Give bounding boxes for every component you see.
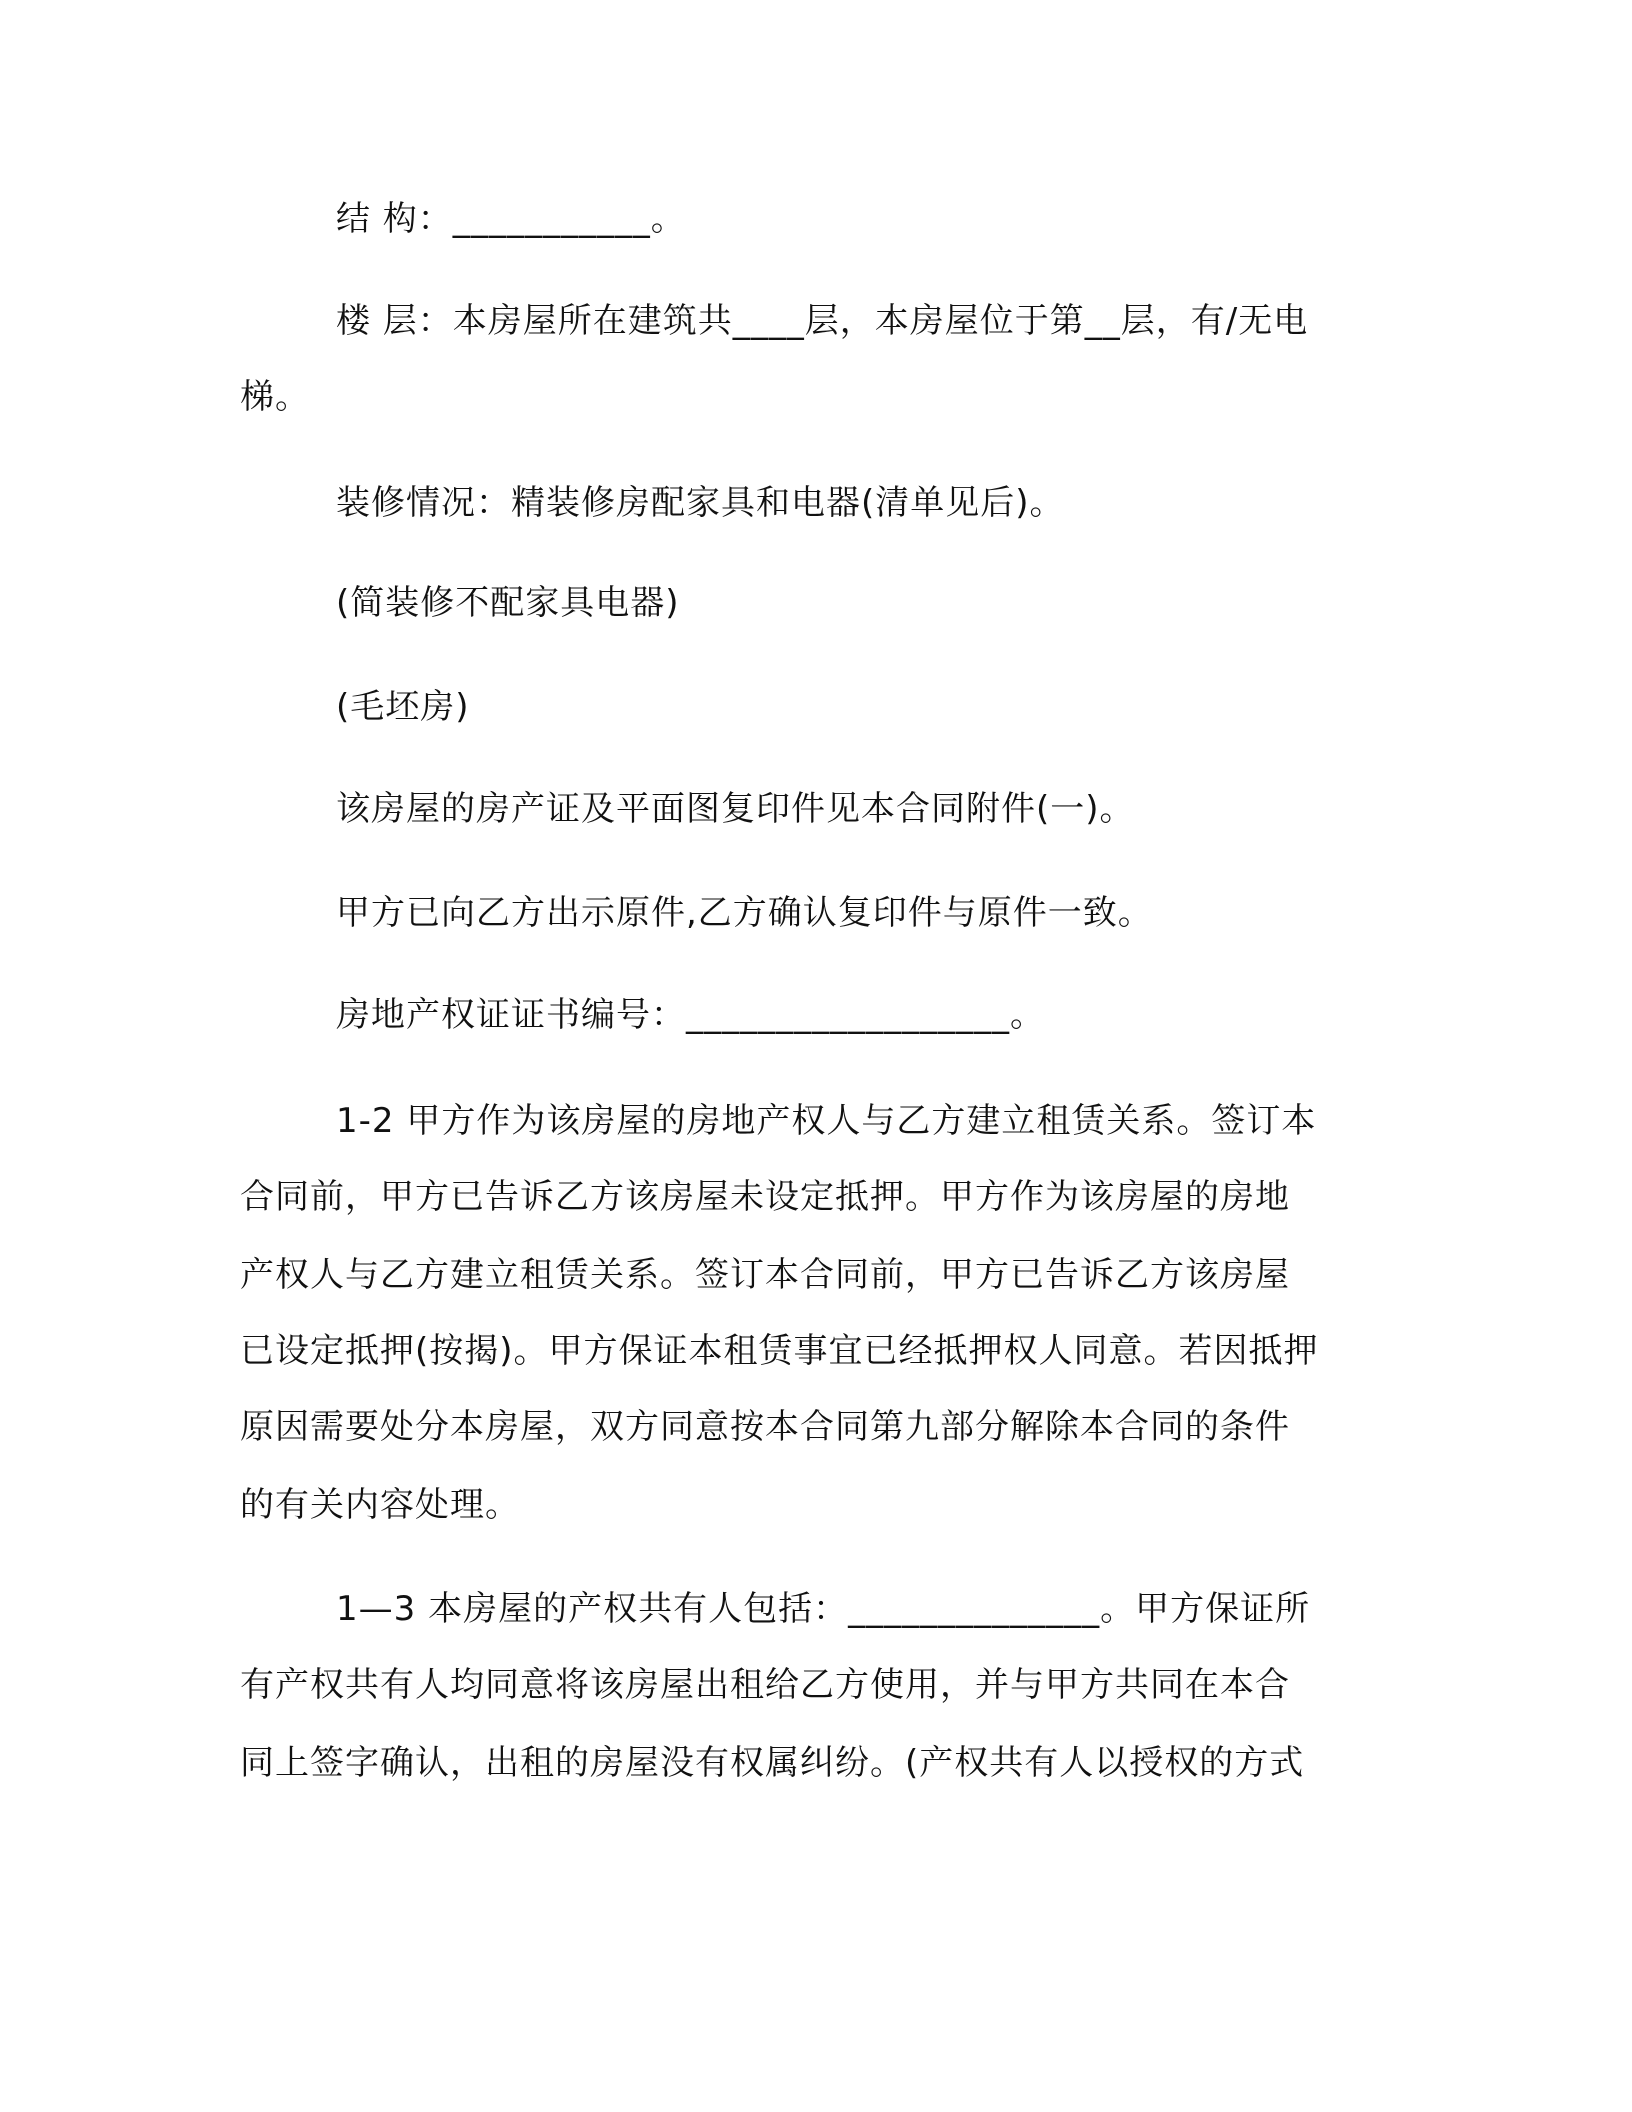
simple-decoration-line: (简装修不配家具电器) xyxy=(336,583,680,623)
attachment-line: 该房屋的房产证及平面图复印件见本合同附件(一)。 xyxy=(336,789,1135,829)
clause-1-2-line-2: 合同前，甲方已告诉乙方该房屋未设定抵押。甲方作为该房屋的房地 xyxy=(240,1177,1290,1217)
decoration-line: 装修情况：精装修房配家具和电器(清单见后)。 xyxy=(336,483,1065,523)
clause-1-2-line-6: 的有关内容处理。 xyxy=(240,1485,520,1525)
clause-1-2-line-1: 1-2 甲方作为该房屋的房地产权人与乙方建立租赁关系。签订本 xyxy=(336,1101,1317,1141)
rough-house-line: (毛坯房) xyxy=(336,687,470,727)
structure-line: 结 构：___________。 xyxy=(336,199,686,239)
clause-1-3-line-1: 1—3 本房屋的产权共有人包括：______________。甲方保证所 xyxy=(336,1589,1311,1629)
clause-1-2-line-4: 已设定抵押(按揭)。甲方保证本租赁事宜已经抵押权人同意。若因抵押 xyxy=(240,1331,1319,1371)
clause-1-2-line-5: 原因需要处分本房屋，双方同意按本合同第九部分解除本合同的条件 xyxy=(240,1407,1290,1447)
clause-1-3-line-3: 同上签字确认，出租的房屋没有权属纠纷。(产权共有人以授权的方式 xyxy=(240,1743,1305,1783)
floor-line-continued: 梯。 xyxy=(240,377,310,417)
certificate-number-line: 房地产权证证书编号：__________________。 xyxy=(336,995,1045,1035)
floor-line: 楼 层：本房屋所在建筑共____层，本房屋位于第__层，有/无电 xyxy=(336,301,1309,341)
original-confirmation-line: 甲方已向乙方出示原件,乙方确认复印件与原件一致。 xyxy=(336,893,1153,933)
clause-1-2-line-3: 产权人与乙方建立租赁关系。签订本合同前，甲方已告诉乙方该房屋 xyxy=(240,1255,1290,1295)
clause-1-3-line-2: 有产权共有人均同意将该房屋出租给乙方使用，并与甲方共同在本合 xyxy=(240,1665,1290,1705)
